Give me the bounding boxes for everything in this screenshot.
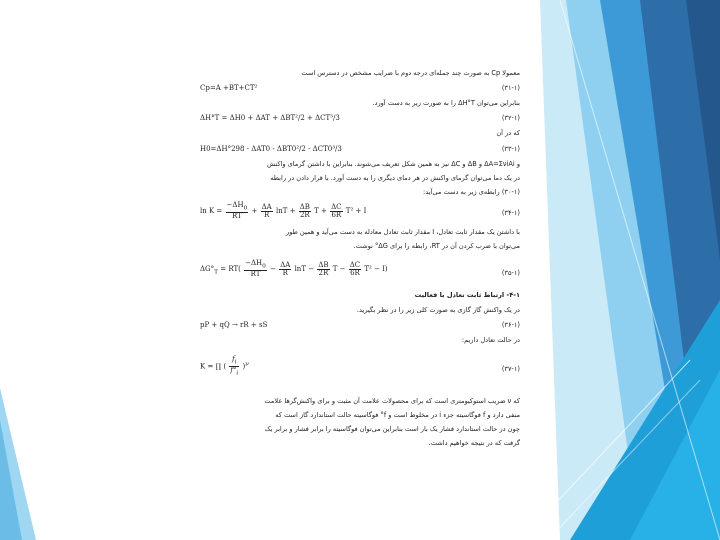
text-line: بنابراین می‌توان ΔH°T را به صورت زیر به دست آورد. — [372, 99, 520, 107]
text-line: و ΔA=ΣνiAi و ΔB و ΔC نیز به همین شکل تعریف می‌شوند. بنابراین با داشتن گرمای واکنش — [267, 160, 520, 168]
fraction: $\frac{\Delta B}{2R}$ — [299, 202, 310, 219]
text-line: که ν ضریب استوکیومتری است که برای محصولات علامت آن مثبت و برای واکنش‌گرها علامت — [264, 397, 520, 405]
section-heading: ۴-۱- ارتباط ثابت تعادل با فعالیت — [414, 291, 520, 299]
text-line: منفی دارد و f فوگاسیته جزء i در مخلوط است و f° فوگاسیته حالت استاندارد گاز است که — [275, 411, 520, 419]
document-page — [200, 64, 520, 484]
text-line: معمولا Cp به صورت چند جمله‌ای درجه دوم با ضرایب مشخص در دسترس است — [301, 69, 520, 77]
equation-35: $\Delta G^\circ_T = RT$( $\frac{-\Delta H_0}{RT}$ − $\frac{\Delta A}{R}$ lnT − $\frac{\Delta B}{2R}$ T − $\frac{\Delta C}{6R}$ T² − I) — [200, 259, 388, 279]
equation-number: (۳۱-۱) — [501, 84, 520, 92]
equation-tail: + I — [355, 207, 367, 216]
equation-36: pP + qQ → rR + sS — [200, 321, 268, 329]
fraction: $\frac{-\Delta H_0}{RT}$ — [226, 201, 248, 221]
equation-number: (۳۵-۱) — [501, 269, 520, 277]
equation-number: (۳۳-۱) — [501, 145, 520, 153]
text-line: در حالت تعادل داریم: — [461, 336, 520, 344]
text-line: در یک واکنش گاز گازی به صورت کلی زیر را در نظر بگیرید. — [356, 306, 520, 314]
equation-number: (۳۴-۱) — [501, 209, 520, 217]
fraction: $\frac{\Delta C}{6R}$ — [349, 260, 361, 277]
equation-33: H0=ΔH°298 - ΔAT0 - ΔBT0²/2 - ΔCT0³/3 — [200, 145, 342, 153]
equation-number: (۳۶-۱) — [501, 321, 520, 329]
text-line: چون در حالت استاندارد فشار یک بار است بنابراین می‌توان فوگاسیته را برابر فشار و برابر یک — [264, 425, 520, 433]
text-line: می‌توان با ضرب کردن آن در RT، رابطه را برای ΔG° نوشت. — [353, 242, 520, 250]
fraction: $\frac{f_i}{f^\circ_i}$ — [230, 355, 239, 377]
equation-number: (۳۷-۱) — [501, 365, 520, 373]
equation-37: K = ∏ ( $\frac{f_i}{f^\circ_i}$ )$^\nu$ — [200, 355, 249, 377]
fraction: $\frac{\Delta B}{2R}$ — [318, 260, 329, 277]
equation-31: Cp=A +BT+CT² — [200, 84, 258, 92]
equation-34: ln K = $\frac{-\Delta H_0}{RT}$ + $\frac{\Delta A}{R}$ lnT + $\frac{\Delta B}{2R}$ T + $\frac{\Delta C}{6R}$ T² + I — [200, 201, 367, 221]
text-line: با داشتن یک مقدار ثابت تعادل، I مقدار ثابت تعادل معادله به دست می‌آید و همین طور — [286, 228, 520, 236]
text-line: که در آن — [496, 129, 520, 137]
equation-32: ΔH°T = ΔH0 + ΔAT + ΔBT²/2 + ΔCT³/3 — [200, 114, 340, 122]
equation-number: (۳۲-۱) — [501, 114, 520, 122]
fraction: $\frac{\Delta A}{R}$ — [261, 202, 272, 219]
text-line: در یک دما می‌توان گرمای واکنش در هر دمای دیگری را به دست آورد. با قرار دادن در رابطه — [270, 174, 520, 182]
fraction: $\frac{\Delta C}{6R}$ — [331, 202, 342, 219]
text-line: (۳۰-۱) رابطه‌ی زیر به دست می‌آید: — [423, 188, 520, 196]
text-line: گرفت که در نتیجه خواهیم داشت. — [428, 439, 520, 447]
fraction: $\frac{-\Delta H_0}{RT}$ — [245, 259, 266, 279]
fraction: $\frac{\Delta A}{R}$ — [280, 260, 291, 277]
